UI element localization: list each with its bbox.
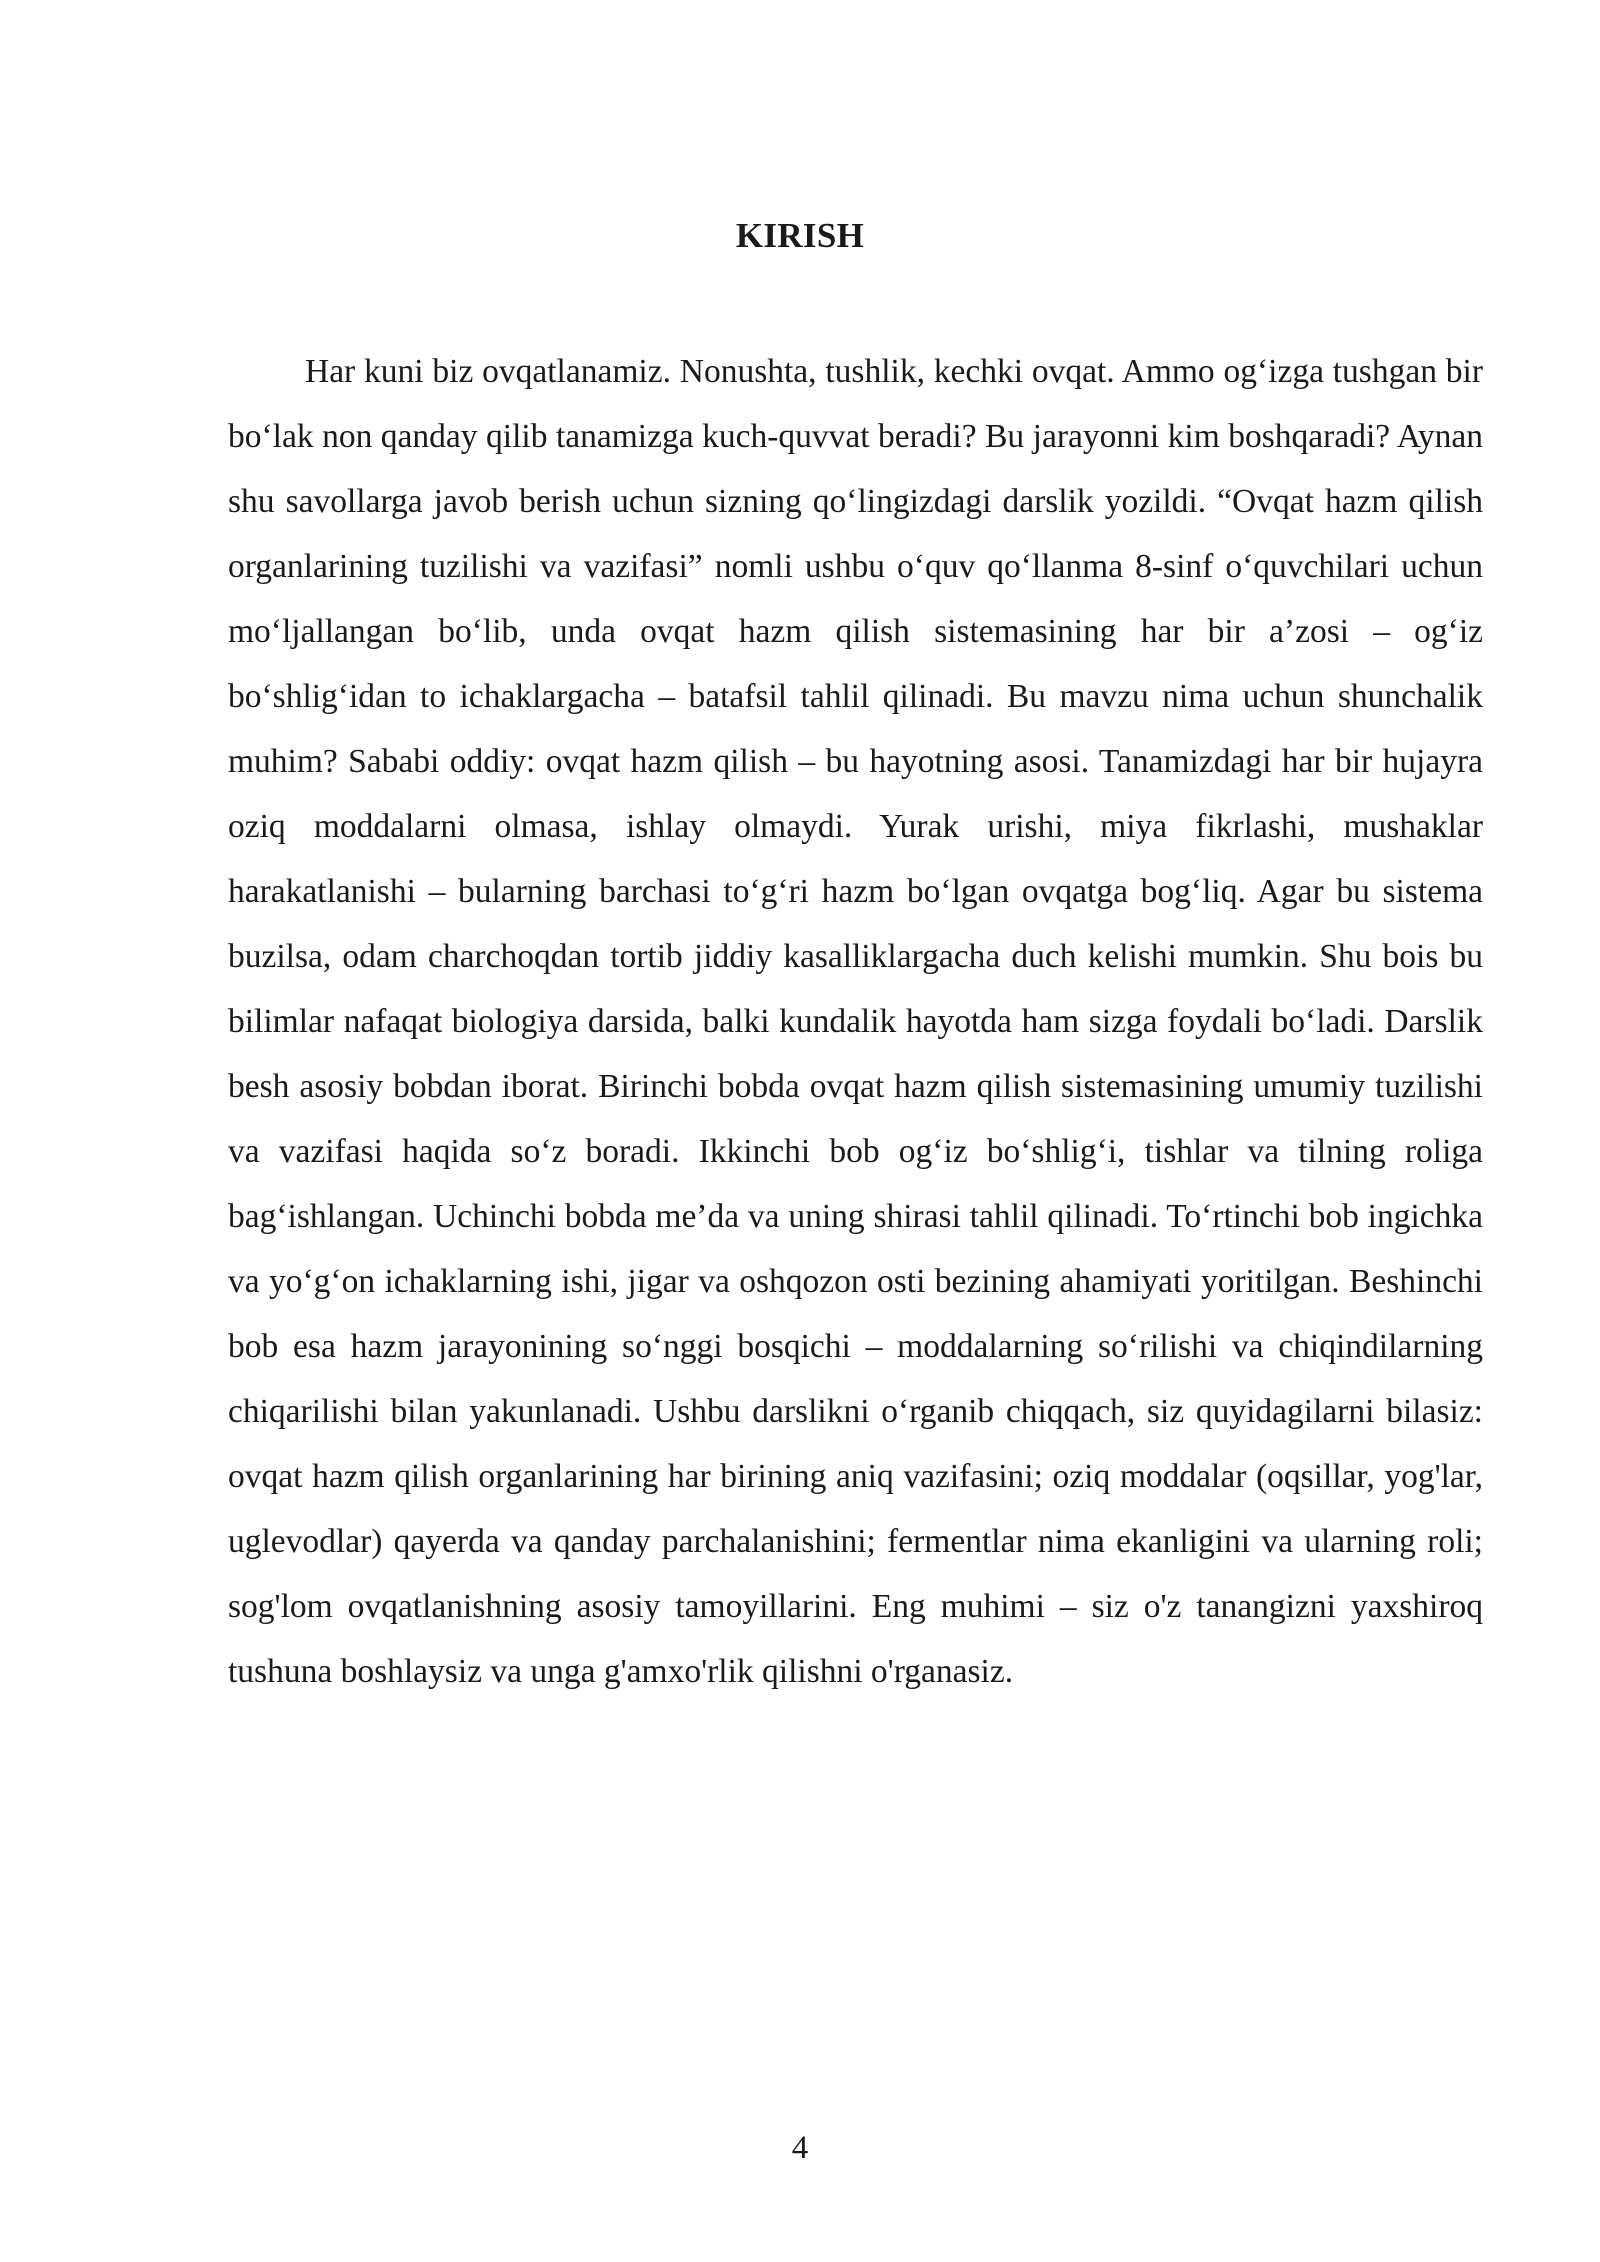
page-title: KIRISH [735,216,865,255]
page-number: 4 [791,2130,809,2166]
intro-paragraph: Har kuni biz ovqatlanamiz. Nonushta, tushlik, kechki ovqat. Ammo og‘izga tushgan bir bo‘lak non qanday qilib tanamizga kuch-quvvat beradi? Bu jarayonni kim boshqaradi? Aynan shu savollarga javob berish uchun sizning qo‘lingizdagi darslik yozildi. “Ovqat hazm qilish organlarining tuzilishi va vazifasi” nomli ushbu o‘quv qo‘llanma 8-sinf o‘quvchilari uchun mo‘ljallangan bo‘lib, unda ovqat hazm qilish sistemasining har bir a’zosi – og‘iz bo‘shlig‘idan to ichaklargacha – batafsil tahlil qilinadi. Bu mavzu nima uchun shunchalik muhim? Sababi oddiy: ovqat hazm qilish – bu hayotning asosi. Tanamizdagi har bir hujayra oziq moddalarni olmasa, ishlay olmaydi. Yurak urishi, miya fikrlashi, mushaklar harakatlanishi – bularning barchasi to‘g‘ri hazm bo‘lgan ovqatga bog‘liq. Agar bu sistema buzilsa, odam charchoqdan tortib jiddiy kasalliklargacha duch kelishi mumkin. Shu bois bu bilimlar nafaqat biologiya darsida, balki kundalik hayotda ham sizga foydali bo‘ladi. Darslik besh asosiy bobdan iborat. Birinchi bobda ovqat hazm qilish sistemasining umumiy tuzilishi va vazifasi haqida so‘z boradi. Ikkinchi bob og‘iz bo‘shlig‘i, tishlar va tilning roliga bag‘ishlangan. Uchinchi bobda me’da va uning shirasi tahlil qilinadi. To‘rtinchi bob ingichka va yo‘g‘on ichaklarning ishi, jigar va oshqozon osti bezining ahamiyati yoritilgan. Beshinchi bob esa hazm jarayonining so‘nggi bosqichi – moddalarning so‘rilishi va chiqindilarning chiqarilishi bilan yakunlanadi. Ushbu darslikni o‘rganib chiqqach, siz quyidagilarni bilasiz: ovqat hazm qilish organlarining har birining aniq vazifasini; oziq moddalar (oqsillar, yog'lar, uglevodlar) qayerda va qanday parchalanishini; fermentlar nima ekanligini va ularning roli; sog'lom ovqatlanishning asosiy tamoyillarini. Eng muhimi – siz o'z tanangizni yaxshiroq tushuna boshlaysiz va unga g'amxo'rlik qilishni o'rganasiz. [228,353,1483,1690]
